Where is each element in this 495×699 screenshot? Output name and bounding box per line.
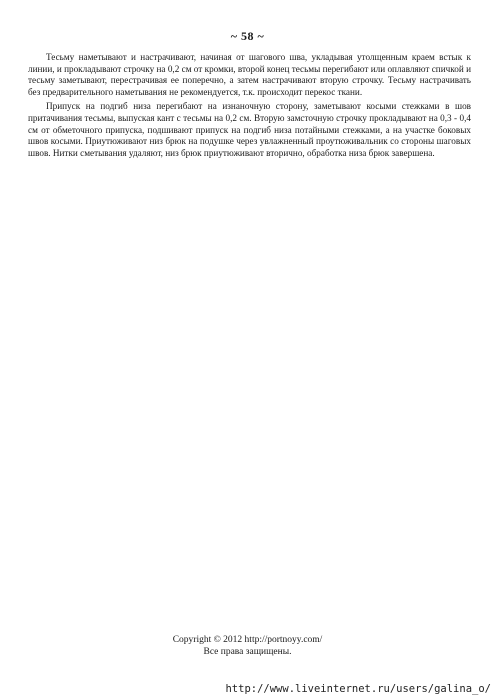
watermark-url: http://www.liveinternet.ru/users/galina_o/ <box>225 683 491 695</box>
page-number: ~ 58 ~ <box>230 29 265 43</box>
paragraph-1: Тесьму наметывают и настрачивают, начиная от шагового шва, укладывая утолщенным краем встык к линии, и прокладывают строчку на 0,2 см от кромки, второй конец тесьмы перегибают или оплавляют спичкой и тесьму заметывают, перестрачивая ее поперечно, а затем настрачивают вторую строчку. Тесьму настрачивать без предварительного наметывания не рекомендуется, т.к. происходит перекос ткани. <box>28 52 471 97</box>
body-text <box>28 52 471 162</box>
copyright-line: Copyright © 2012 http://portnoyy.com/ <box>172 635 323 645</box>
rights-line: Все права защищены. <box>203 647 292 657</box>
paragraph-2: Припуск на подгиб низа перегибают на изнаночную сторону, заметывают косыми стежками в шов притачивания тесьмы, выпуская кант с тесьмы на 0,2 см. Вторую замсточную строчку прокладывают на 0,3 - 0,4 см от обметочного припуска, подшивают припуск на подгиб низа потайными стежками, а на участке боковых швов косыми. Приутюживают низ брюк на подушке через увлажненный проутюживальник со стороны шаговых швов. Нитки сметывания удаляют, низ брюк приутюживают вторично, обработка низа брюк завершена. <box>28 101 471 158</box>
footer <box>0 634 495 658</box>
